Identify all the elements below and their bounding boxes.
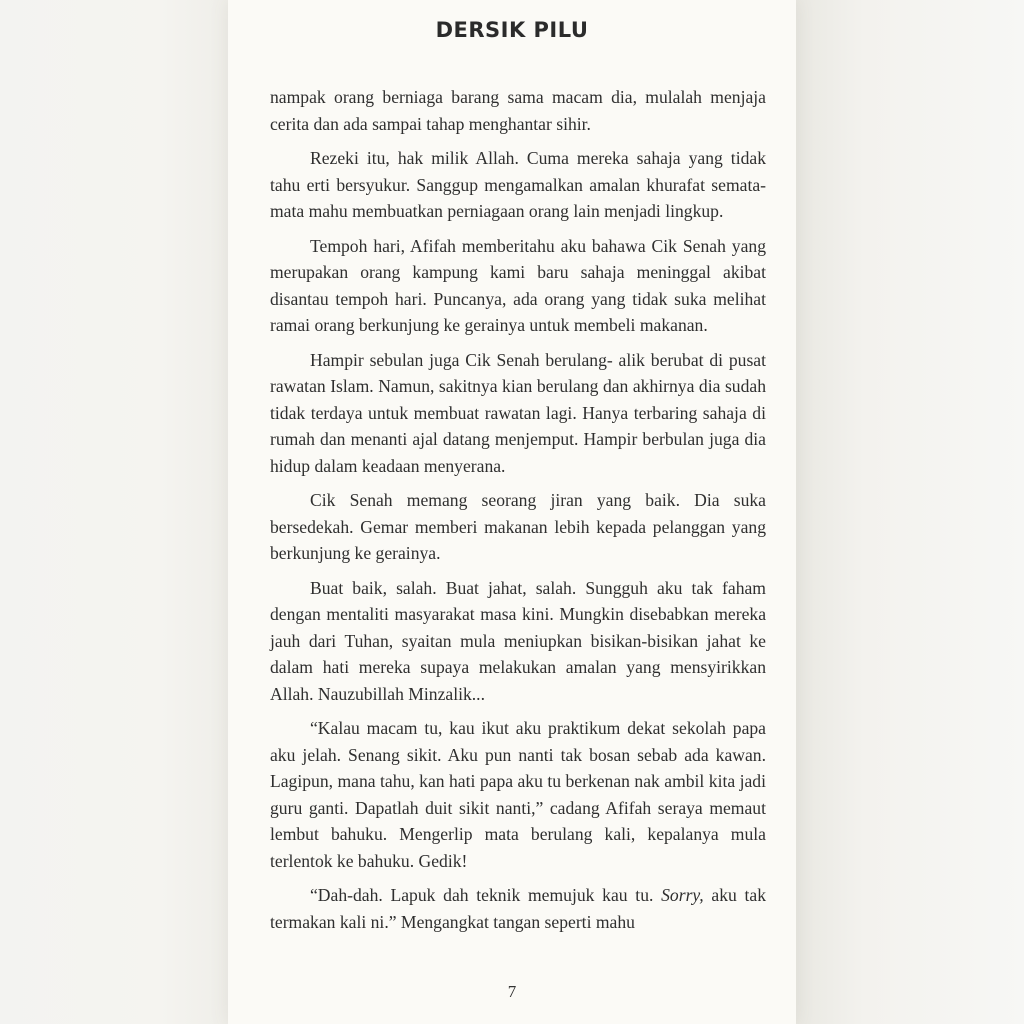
paragraph-3: Tempoh hari, Afifah memberitahu aku bahawa Cik Senah yang merupakan orang kampung kami baru sahaja meninggal akibat disantau tempoh hari. Puncanya, ada orang yang tidak suka melihat ramai orang berkunjung ke gerainya untuk membeli makanan. <box>270 235 766 335</box>
paragraph-8 <box>270 882 766 935</box>
paragraph-4: Hampir sebulan juga Cik Senah berulang- alik berubat di pusat rawatan Islam. Namun, sakitnya kian berulang dan akhirnya dia sudah tidak terdaya untuk membuat rawatan lagi. Hanya terbaring sahaja di rumah dan menanti ajal datang menjemput. Hampir berbulan juga dia hidup dalam keadaan menyerana. <box>270 349 766 476</box>
body-text <box>270 84 766 943</box>
page-number: 7 <box>507 982 517 1001</box>
paragraph-1: nampak orang berniaga barang sama macam dia, mulalah menjaja cerita dan ada sampai tahap menghantar sihir. <box>270 87 766 134</box>
left-page-margin <box>0 0 228 1024</box>
paragraph-7: “Kalau macam tu, kau ikut aku praktikum dekat sekolah papa aku jelah. Senang sikit. Aku pun nanti tak bosan sebab ada kawan. Lagipun, mana tahu, kan hati papa aku tu berkenan nak ambil kita jadi guru ganti. Dapatlah duit sikit nanti,” cadang Afifah seraya memaut lembut bahuku. Mengerlip mata berulang kali, kepalanya mula terlentok ke bahuku. Gedik! <box>270 718 766 871</box>
right-page-margin <box>796 0 1024 1024</box>
paragraph-2: Rezeki itu, hak milik Allah. Cuma mereka sahaja yang tidak tahu erti bersyukur. Sanggup mengamalkan amalan khurafat semata-mata mahu membuatkan perniagaan orang lain menjadi lingkup. <box>270 148 766 221</box>
paragraph-8-text-end: aku tak termakan kali ni.” Mengangkat tangan seperti mahu <box>270 885 766 932</box>
paragraph-8-italic: Sorry, <box>661 885 704 905</box>
running-head: DERSIK PILU <box>435 18 589 42</box>
paragraph-6: Buat baik, salah. Buat jahat, salah. Sungguh aku tak faham dengan mentaliti masyarakat masa kini. Mungkin disebabkan mereka jauh dari Tuhan, syaitan mula meniupkan bisikan-bisikan jahat ke dalam hati mereka supaya melakukan amalan yang mensyirikkan Allah. Nauzubillah Minzalik... <box>270 577 766 704</box>
book-page <box>228 0 796 1024</box>
paragraph-8-text-start: “Dah-dah. Lapuk dah teknik memujuk kau tu. <box>310 885 662 905</box>
paragraph-5: Cik Senah memang seorang jiran yang baik. Dia suka bersedekah. Gemar memberi makanan lebih kepada pelanggan yang berkunjung ke gerainya. <box>270 490 766 563</box>
